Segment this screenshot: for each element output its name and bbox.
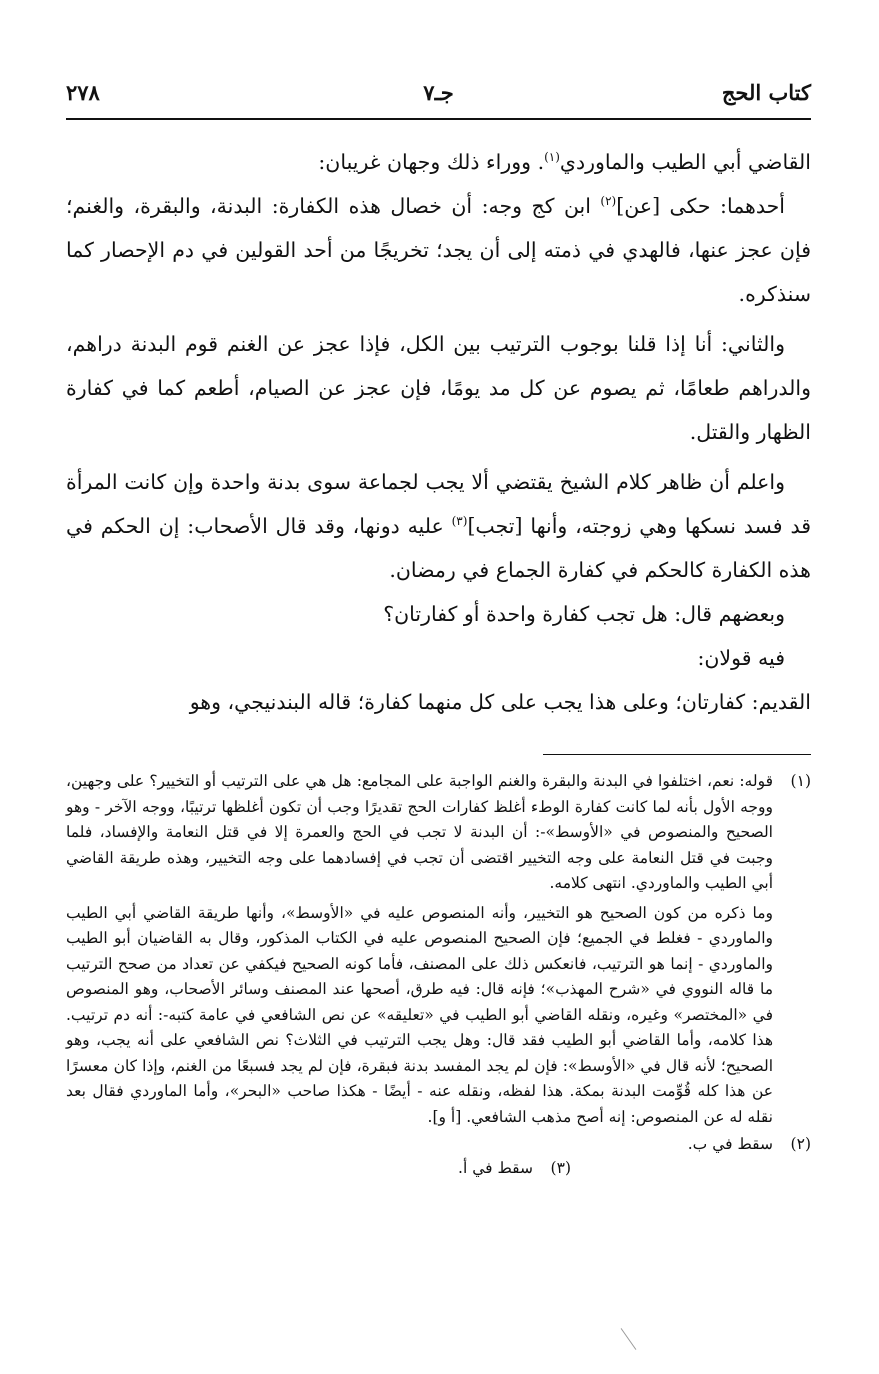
footnote-1 xyxy=(66,769,811,1130)
footnote-2-number: (٢) xyxy=(790,1135,811,1153)
paragraph-2-text-b: ابن كج وجه: أن خصال هذه الكفارة: البدنة، والبقرة، والغنم؛ فإن عجز عنها، فالهدي في ذمته إلى أن يجد؛ تخريجًا من أحد القولين في دم الإحصار كما سنذكره. xyxy=(66,194,811,306)
footnote-3 xyxy=(66,1156,811,1182)
volume-label: جـ٧ xyxy=(423,80,454,105)
paragraph-7: القديم: كفارتان؛ وعلى هذا يجب على كل منهما كفارة؛ قاله البندنيجي، وهو xyxy=(189,690,811,714)
page-number: ٢٧٨ xyxy=(66,80,100,105)
paragraph-4-text-a: واعلم أن ظاهر كلام الشيخ يقتضي ألا يجب لجماعة سوى بدنة واحدة وإن كانت المرأة قد فسد نسكها وهي زوجته، وأنها [تجب] xyxy=(66,470,812,538)
footnote-1-paragraph-2: وما ذكره من كون الصحيح هو التخيير، وأنه المنصوص عليه في «الأوسط»، وأنها طريقة القاضي أبي الطيب والماوردي - فغلط في الجميع؛ فإن الصحيح المنصوص عليه في الكتاب المذكور، وقال به القاضيان أبو الطيب والماوردي - إنما هو الترتيب، فانعكس ذلك على المصنف، فأما كونه الصحيح فيكفي عن تعداد من صحح الترتيب ما قاله النووي في «شرح المهذب»؛ فإنه قال: فيه طرق، أصحها عند المصنف وسائر الأصحاب، وهو المنصوص في «المختصر» وغيره، ونقله القاضي أبو الطيب في «تعليقه» عن نص الشافعي في عامة كتبه-: أنه دم ترتيب. هذا كلامه، وأما القاضي أبو الطيب فقد قال: وهل يجب الترتيب في الثلاث؟ نص الشافعي على أنه يجب، وهو الصحيح؛ لأنه قال في «الأوسط»: فإن لم يجد المفسد بدنة فبقرة، فإن لم يجد فسبعًا من الغنم، وإذا كان معسرًا عن هذا كله قُوِّمت البدنة بمكة. هذا لفظه، ونقله عنه - أيضًا - هكذا صاحب «البحر»، وأما الماوردي فقال بعد نقله له عن المنصوص: إنه أصح مذهب الشافعي. [أ و]. xyxy=(66,903,773,1126)
running-header xyxy=(66,78,811,114)
header-rule xyxy=(66,118,811,120)
footnote-1-paragraph-1: قوله: نعم، اختلفوا في البدنة والبقرة والغنم الواجبة على المجامع: هل هي على الترتيب أو التخيير؟ على وجهين، ووجه الأول بأنه لما كانت كفارة الوطء أغلظ كفارات الحج تقديرًا وجب أن تكون أغلظها ترتيبًا، ووجه الآخر - وهو الصحيح والمنصوص في «الأوسط»-: أن البدنة لا تجب في الحج والعمرة إلا في قتل النعامة والإفساد، فلما وجبت في قتل النعامة على وجه التخيير اقتضى أن تجب في إفسادهما على وجه التخيير، وهذه طريقة القاضي أبي الطيب والماوردي. انتهى كلامه. xyxy=(66,772,774,892)
footnote-ref-3: (٣) xyxy=(451,514,468,529)
paragraph-4-text-b: عليه دونها، وقد قال الأصحاب: إن الحكم في هذه الكفارة كالحكم في كفارة الجماع في رمضان. xyxy=(66,514,811,582)
main-text xyxy=(66,140,811,724)
footnote-separator xyxy=(543,754,811,755)
footnote-2-text: سقط في ب. xyxy=(687,1135,773,1153)
footnote-3-number: (٣) xyxy=(550,1158,571,1177)
book-page xyxy=(66,78,811,1181)
paragraph-2-text-a: أحدهما: حكى [عن] xyxy=(616,194,785,218)
paragraph-1 xyxy=(66,140,811,184)
paragraph-1-text-b: . ووراء ذلك وجهان غريبان: xyxy=(318,150,545,174)
paragraph-3: والثاني: أنا إذا قلنا بوجوب الترتيب بين الكل، فإذا عجز عن الغنم قوم البدنة دراهم، والدراهم طعامًا، ثم يصوم عن كل مد يومًا، فإن عجز عن الصيام، أطعم كما في كفارة الظهار والقتل. xyxy=(66,332,811,444)
footnote-3-text: سقط في أ. xyxy=(458,1158,533,1177)
paragraph-6: فيه قولان: xyxy=(697,646,785,670)
footnote-1-body xyxy=(66,769,773,1130)
footnotes xyxy=(66,769,811,1181)
paragraph-5: وبعضهم قال: هل تجب كفارة واحدة أو كفارتان؟ xyxy=(383,602,785,626)
paragraph-2 xyxy=(66,184,811,316)
footnote-1-number: (١) xyxy=(790,772,811,790)
scan-mark xyxy=(621,1328,637,1350)
book-title: كتاب الحج xyxy=(721,80,811,105)
footnote-2 xyxy=(66,1132,811,1158)
paragraph-4 xyxy=(66,460,811,592)
paragraph-1-text-a: القاضي أبي الطيب والماوردي xyxy=(559,150,811,174)
footnote-ref-1: (١) xyxy=(544,150,560,165)
footnote-ref-2: (٢) xyxy=(600,194,617,209)
